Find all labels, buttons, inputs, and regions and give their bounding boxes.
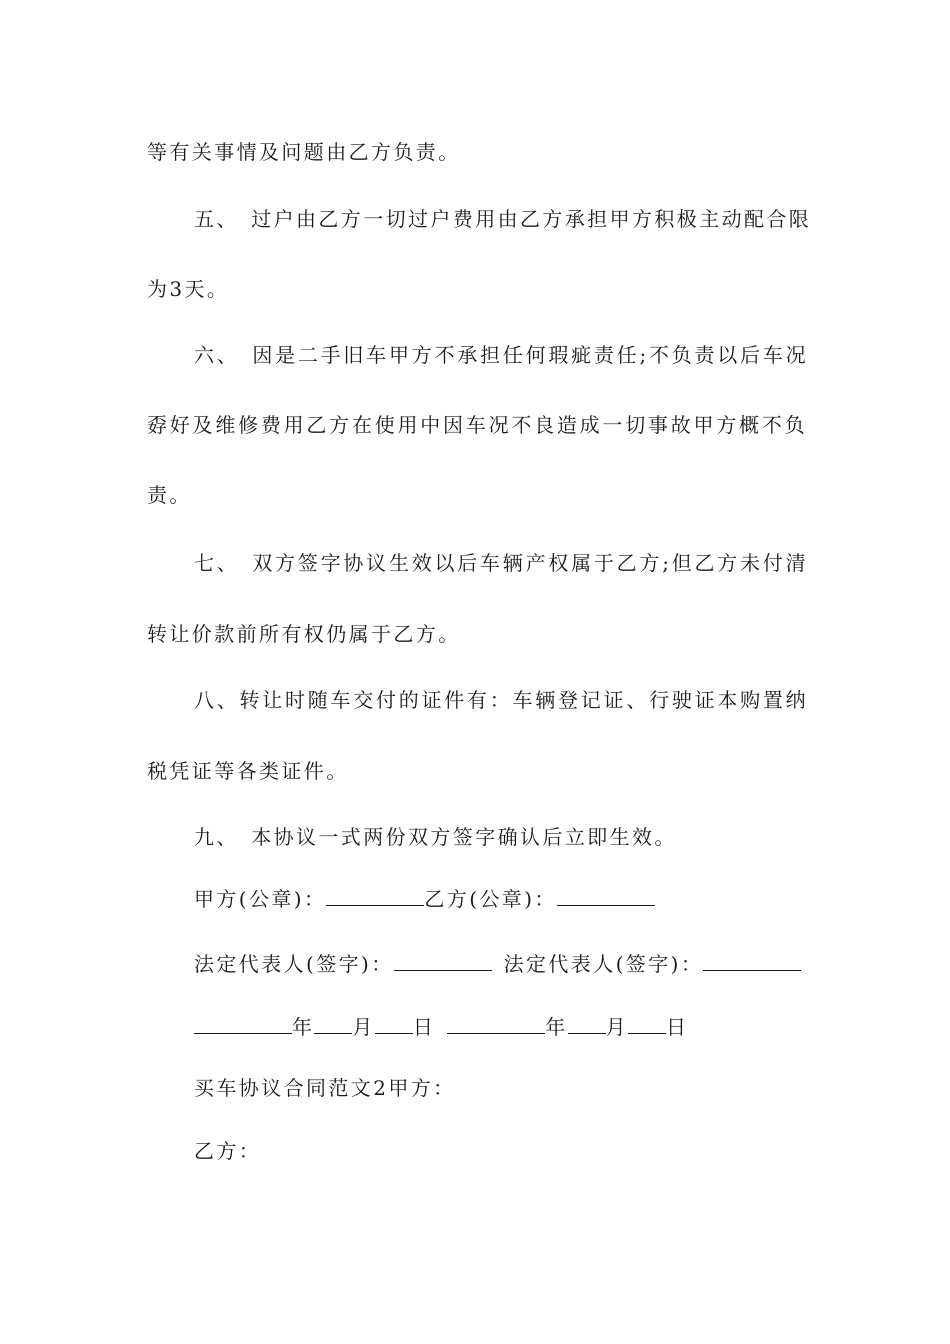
party-b-seal-blank[interactable] bbox=[557, 887, 655, 906]
party-b-month-blank[interactable] bbox=[568, 1015, 606, 1034]
party-b-day-blank[interactable] bbox=[628, 1015, 666, 1034]
party-a-day-blank[interactable] bbox=[375, 1015, 413, 1034]
party-a-rep-blank[interactable] bbox=[394, 952, 492, 971]
legal-rep-line bbox=[194, 950, 808, 978]
paragraph-line: 税凭证等各类证件。 bbox=[147, 759, 349, 783]
date-line bbox=[194, 1013, 808, 1041]
party-a-seal-blank[interactable] bbox=[326, 887, 424, 906]
month-label: 月 bbox=[352, 1015, 375, 1039]
day-label: 日 bbox=[412, 1015, 436, 1039]
clause-six: 六、 因是二手旧车甲方不承担任何瑕疵责任;不负责以后车况 bbox=[194, 343, 808, 367]
paragraph-line: 等有关事情及问题由乙方负责。 bbox=[147, 140, 461, 164]
clause-five: 五、 过户由乙方一切过户费用由乙方承担甲方积极主动配合限 bbox=[194, 207, 812, 231]
year-label: 年 bbox=[545, 1015, 568, 1039]
next-section-title: 买车协议合同范文2甲方： bbox=[194, 1076, 456, 1100]
paragraph-line: 转让价款前所有权仍属于乙方。 bbox=[147, 622, 461, 646]
party-b-seal-label: 乙方(公章)： bbox=[424, 887, 557, 911]
paragraph-line: 孬好及维修费用乙方在使用中因车况不良造成一切事故甲方概不负 bbox=[147, 413, 807, 437]
party-seal-line bbox=[194, 885, 808, 913]
party-b-year-blank[interactable] bbox=[447, 1015, 545, 1034]
month-label: 月 bbox=[605, 1015, 629, 1039]
party-b-rep-blank[interactable] bbox=[703, 952, 801, 971]
clause-nine: 九、 本协议一式两份双方签字确认后立即生效。 bbox=[194, 825, 677, 849]
day-label: 日 bbox=[666, 1015, 689, 1039]
party-a-month-blank[interactable] bbox=[314, 1015, 352, 1034]
party-a-rep-label: 法定代表人(签字)： bbox=[194, 952, 394, 976]
next-section-party-b: 乙方： bbox=[194, 1139, 262, 1163]
party-b-rep-label: 法定代表人(签字)： bbox=[503, 952, 704, 976]
clause-eight: 八、转让时随车交付的证件有：车辆登记证、行驶证本购置纳 bbox=[194, 688, 808, 712]
year-label: 年 bbox=[292, 1015, 315, 1039]
paragraph-line: 为3天。 bbox=[147, 277, 230, 301]
party-a-year-blank[interactable] bbox=[194, 1015, 292, 1034]
clause-seven: 七、 双方签字协议生效以后车辆产权属于乙方;但乙方未付清 bbox=[194, 551, 808, 575]
paragraph-line: 责。 bbox=[147, 483, 192, 507]
party-a-seal-label: 甲方(公章)： bbox=[194, 887, 327, 911]
